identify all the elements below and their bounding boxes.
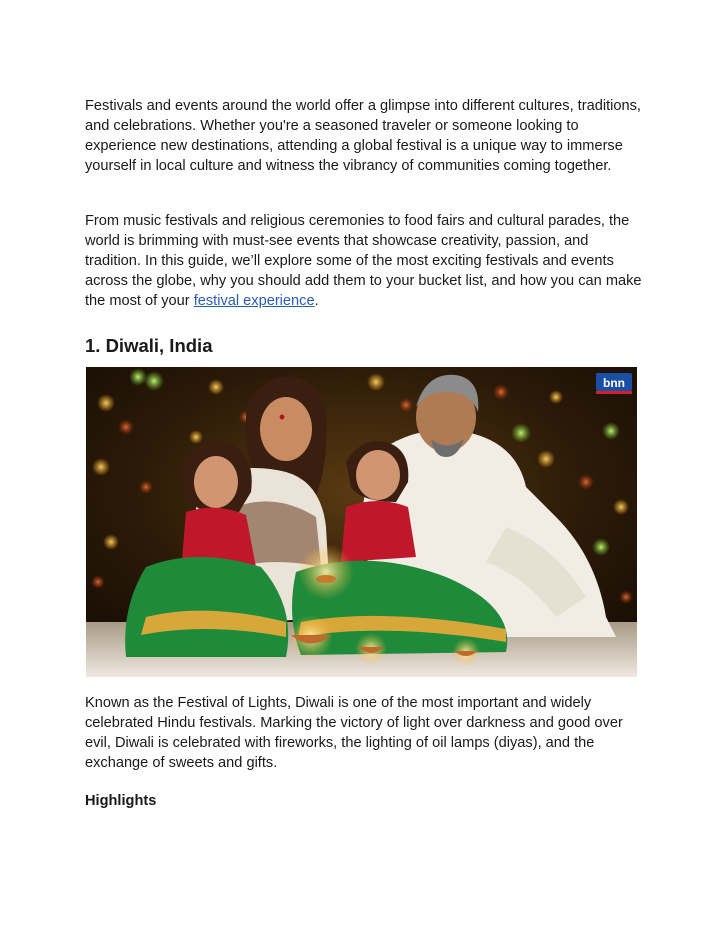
highlights-heading: Highlights [85, 793, 157, 809]
intro-paragraph-2 [85, 211, 645, 311]
bnn-logo [596, 373, 632, 394]
section-heading-diwali: 1. Diwali, India [85, 335, 213, 356]
diwali-family-photo [86, 367, 637, 677]
intro-paragraph-1: Festivals and events around the world offer a glimpse into different cultures, traditions, and celebrations. Whether you're a seasoned traveler or someone looking to experience new destinations, attending a global festival is a unique way to immerse yourself in local culture and witness the vibrancy of communities coming together. [85, 98, 641, 174]
intro-paragraph-2-end: . [314, 293, 319, 309]
bnn-logo-text: bnn [603, 376, 625, 390]
intro-paragraph-2-text: From music festivals and religious ceremonies to food fairs and cultural parades, the world is brimming with must-see events that showcase creativity, passion, and tradition. In this guide, we’ll explore some of the most exciting festivals and events across the globe, why you should add them to your bucket list, and how you can make the most of your [85, 213, 642, 309]
diwali-description: Known as the Festival of Lights, Diwali is one of the most important and widely celebrated Hindu festivals. Marking the victory of light over darkness and good over evil, Diwali is celebrated with fireworks, the lighting of oil lamps (diyas), and the exchange of sweets and gifts. [85, 695, 623, 771]
festival-experience-link[interactable]: festival experience [193, 293, 315, 309]
